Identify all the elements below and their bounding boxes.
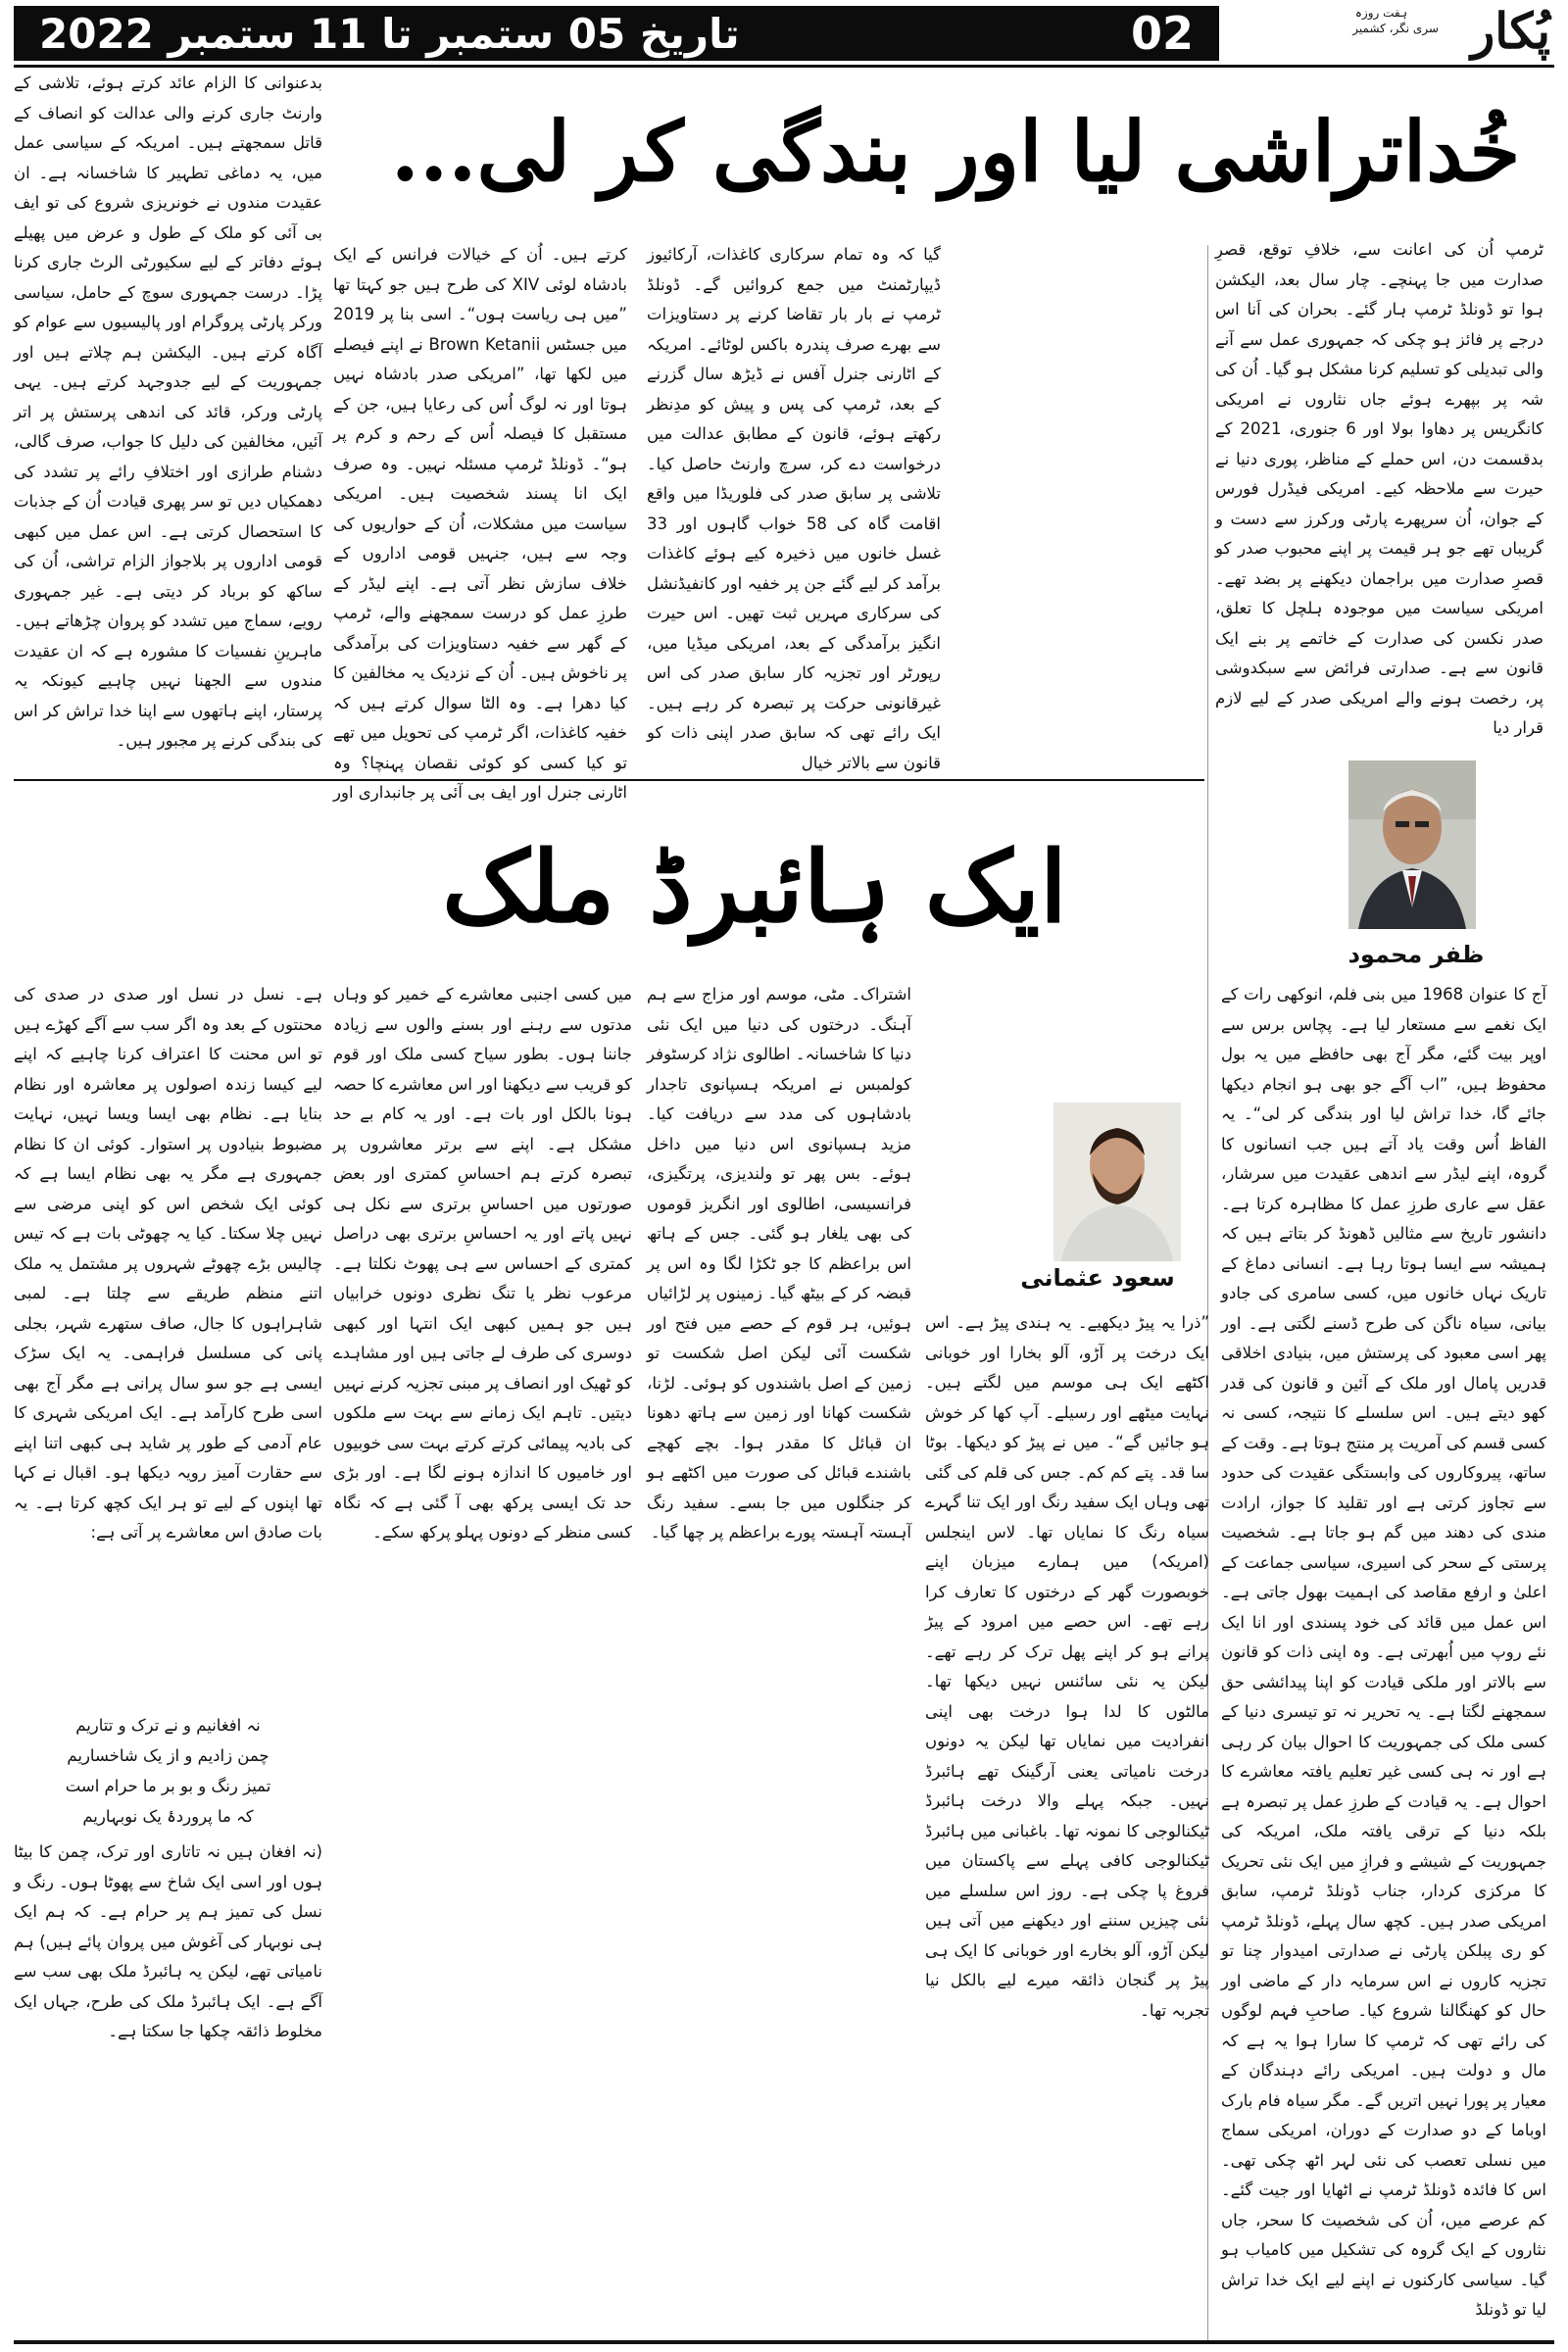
article-2-column-2 — [647, 980, 911, 2337]
article-1-column-1 — [1215, 235, 1544, 769]
newspaper-logo: پُکار — [1471, 2, 1550, 60]
page-number: 02 — [1130, 7, 1194, 60]
article-1-column-3 — [333, 240, 628, 802]
author-photo-zafar-mahmood — [1348, 760, 1476, 929]
article-2-author: سعود عثمانی — [1020, 1264, 1175, 1292]
city-label: سری نگر، کشمیر — [1352, 22, 1439, 35]
section-divider — [14, 779, 1204, 781]
article-2-closing-column — [14, 1838, 322, 2337]
author-photo-saud-usmani — [1054, 1102, 1181, 1261]
poem-line: چمن زادیم و از یک شاخساریم — [67, 1746, 270, 1765]
poem-line: نہ افغانیم و نے ترک و تتاریم — [75, 1716, 261, 1735]
article-2-closing: (نہ افغان ہیں نہ تاتاری اور ترک، چمن کا بیٹا ہوں اور اسی ایک شاخ سے پھوٹا ہوں۔ رنگ و نسل کی تمیز ہم پر حرام ہے۔ کہ ہم ایک ہی نوبہار کی آغوش میں پروان پائے ہیں) ہم نامیاتی تھے، لیکن یہ ہائبرڈ ملک بھی سب سے آگے ہے۔ ایک ہائبرڈ ملک کی طرح، جہاں ایک مخلوط ذائقہ چکھا جا سکتا ہے۔ — [14, 1842, 322, 2040]
article-2-column-1 — [925, 1308, 1209, 2337]
portrait-image — [1054, 1102, 1181, 1261]
article-1-author: ظفر محمود — [1348, 941, 1485, 968]
article-1-paragraph-4: بدعنوانی کا الزام عائد کرتے ہوئے، تلاشی کے وارنٹ جاری کرنے والی عدالت کو انصاف کے قاتل سمجھتے ہیں۔ امریکہ کے سیاسی عمل میں، یہ دماغی تطہیر کا شاخسانہ ہے۔ ان عقیدت مندوں نے خونریزی شروع کی تو ایف بی آئی کو ملک کے طول و عرض میں پھیلے ہوئے دفاتر کے لیے سکیورٹی الرٹ جاری کرنا پڑا۔ درست جمہوری سوچ کے حامل، سیاسی ورکر پارٹی پروگرام اور پالیسیوں سے عوام کو آگاہ کرتے ہیں۔ الیکشن ہم چلاتے ہیں اور جمہوریت کے لیے جدوجہد کرتے ہیں۔ یہی پارٹی ورکر، قائد کی اندھی پرستش پر اتر آئیں، مخالفین کی دلیل کا جواب، صرف گالی، دشنام طرازی اور اختلافِ رائے پر تشدد کی دھمکیاں دیں تو سر پھری قیادت اُن کے جذبات کا استحصال کرتی ہے۔ اس عمل میں کبھی قومی اداروں پر بلاجواز الزام تراشی، اُن کی ساکھ کو برباد کر دیتی ہے۔ غیر جمہوری رویے، سماج میں تشدد کو پروان چڑھاتے ہیں۔ ماہرینِ نفسیات کا مشورہ ہے کہ ان عقیدت مندوں سے الجھنا نہیں چاہیے کیونکہ یہ پرستار، اپنے ہاتھوں سے اپنا خدا تراش کر اس کی بندگی کرنے پر مجبور ہیں۔ — [14, 74, 322, 750]
article-1-headline: خُداتراشی لیا اور بندگی کر لی... — [390, 103, 1521, 200]
poem-line: کہ ما پروردۂ یک نوبہاریم — [82, 1807, 254, 1826]
article-2-paragraph-2: اشتراک۔ مٹی، موسم اور مزاج سے ہم آہنگ۔ درختوں کی دنیا میں ایک نئی دنیا کا شاخسانہ۔ اطالوی نژاد کرسٹوفر کولمبس نے امریکہ ہسپانوی تاجدار بادشاہوں کی مدد سے دریافت کیا۔ مزید ہسپانوی اس دنیا میں داخل ہوئے۔ بس پھر تو ولندیزی، پرتگیزی، فرانسیسی، اطالوی اور انگریز قوموں کی بھی یلغار ہو گئی۔ جس کے ہاتھ اس براعظم کا جو ٹکڑا لگا وہ اس پر قبضہ کر کے بیٹھ گیا۔ زمینوں پر لڑائیاں ہوئیں، ہر قوم کے حصے میں فتح اور شکست آئی لیکن اصل شکست تو زمین کے اصل باشندوں کو ہوئی۔ لڑنا، شکست کھانا اور زمین سے ہاتھ دھونا ان قبائل کا مقدر ہوا۔ بچے کھچے باشندے قبائل کی صورت میں اکٹھے ہو کر جنگلوں میں جا بسے۔ سفید رنگ آہستہ آہستہ پورے براعظم پر چھا گیا۔ — [647, 985, 911, 1542]
persian-poem — [14, 1710, 322, 1832]
weekly-label: ہفت روزہ — [1354, 6, 1407, 20]
date-bar — [14, 6, 1219, 61]
portrait-image — [1348, 760, 1476, 929]
article-1-column-4 — [14, 69, 322, 774]
article-2-column-4 — [14, 980, 322, 1705]
article-1-intro-column — [1221, 980, 1546, 2337]
poem-line: تمیز رنگ و بو بر ما حرام است — [65, 1777, 271, 1795]
article-1-column-2 — [647, 240, 941, 772]
article-2-paragraph-1: ”ذرا یہ پیڑ دیکھیے۔ یہ ہندی پیڑ ہے۔ اس ایک درخت پر آڑو، آلو بخارا اور خوبانی اکٹھے ایک ہی موسم میں لگتے ہیں۔ نہایت میٹھے اور رسیلے۔ آپ کھا کر خوش ہو جائیں گے“۔ میں نے پیڑ کو دیکھا۔ بوٹا سا قد۔ پتے کم کم۔ جس کی قلم کی گئی تھی وہاں ایک سفید رنگ اور ایک تنا گہرے سیاہ رنگ کا نمایاں تھا۔ لاس اینجلس (امریکہ) میں ہمارے میزبان اپنے خوبصورت گھر کے درختوں کا تعارف کرا رہے تھے۔ اس حصے میں امرود کے پیڑ پرانے ہو کر اپنے پھل ترک کر رہے تھے۔ لیکن یہ نئی سائنس نہیں دیکھا تھا۔ مالٹوں کا لدا ہوا درخت بھی اپنی انفرادیت میں نمایاں تھا لیکن یہ دونوں درخت نامیاتی یعنی آرگینک تھے ہائبرڈ نہیں۔ جبکہ پہلے والا درخت ہائبرڈ ٹیکنالوجی کا نمونہ تھا۔ باغبانی میں ہائبرڈ ٹیکنالوجی کافی پہلے سے پاکستان میں فروغ پا چکی ہے۔ روز اس سلسلے میں نئی چیزیں سننے اور دیکھنے میں آتی ہیں لیکن آڑو، آلو بخارے اور خوبانی کا ایک ہی پیڑ پر گنجان ذائقہ میرے لیے بالکل نیا تجربہ تھا۔ — [925, 1313, 1209, 2020]
masthead-rule — [14, 65, 1554, 68]
article-2-column-3 — [333, 980, 632, 2337]
issue-dates: تاریخ 05 ستمبر تا 11 ستمبر 2022 — [39, 9, 740, 58]
article-1-paragraph-3: کرتے ہیں۔ اُن کے خیالات فرانس کے ایک بادشاہ لوئی XIV کی طرح ہیں جو کہتا تھا ”میں ہی ریاست ہوں“۔ اسی بنا پر 2019 میں جسٹس Brown Ketanii نے اپنے فیصلے میں لکھا تھا، ”امریکی صدر بادشاہ نہیں ہوتا اور نہ لوگ اُس کی رعایا ہیں، جن کے مستقبل کا فیصلہ اُس کے رحم و کرم پر ہو“۔ ڈونلڈ ٹرمپ مسئلہ نہیں۔ وہ صرف ایک انا پسند شخصیت ہیں۔ امریکی سیاست میں مشکلات، اُن کے حواریوں کی وجہ سے ہیں، جنہیں قومی اداروں کے خلاف سازش نظر آتی ہے۔ اپنے لیڈر کے طرزِ عمل کو درست سمجھنے والے، ٹرمپ کے گھر سے خفیہ دستاویزات کی برآمدگی پر ناخوش ہیں۔ اُن کے نزدیک یہ مخالفین کا کیا دھرا ہے۔ وہ الٹا سوال کرتے ہیں کہ خفیہ کاغذات، اگر ٹرمپ کی تحویل میں تھے تو کیا کسی کو کوئی نقصان پہنچا؟ وہ اٹارنی جنرل اور ایف بی آئی پر جانبداری اور — [333, 245, 628, 802]
article-1-paragraph-2: گیا کہ وہ تمام سرکاری کاغذات، آرکائیوز ڈیپارٹمنٹ میں جمع کروائیں گے۔ ڈونلڈ ٹرمپ نے بار بار تقاضا کرنے پر دستاویزات سے بھرے صرف پندرہ باکس لوٹائے۔ امریکہ کے اٹارنی جنرل آفس نے ڈیڑھ سال گزرنے کے بعد، ٹرمپ کی پس و پیش کو مدِنظر رکھتے ہوئے، قانون کے مطابق عدالت میں درخواست دے کر، سرچ وارنٹ حاصل کیا۔ تلاشی پر سابق صدر کی فلوریڈا میں واقع اقامت گاہ کی 58 خواب گاہوں اور 33 غسل خانوں میں ذخیرہ کیے ہوئے کاغذات برآمد کر لیے گئے جن پر خفیہ اور کانفیڈنشل کی سرکاری مہریں ثبت تھیں۔ اس حیرت انگیز برآمدگی کے بعد، امریکی میڈیا میں، رپورٹر اور تجزیہ کار سابق صدر کی اس غیرقانونی حرکت پر تبصرہ کر رہے ہیں۔ ایک رائے تھی کہ سابق صدر اپنی ذات کو قانون سے بالاتر خیال — [647, 245, 941, 772]
footer-rule — [14, 2340, 1554, 2344]
newspaper-brand — [1231, 4, 1554, 59]
article-1-intro: آج کا عنوان 1968 میں بنی فلم، انوکھی رات کے ایک نغمے سے مستعار لیا ہے۔ پچاس برس سے اوپر بیت گئے، مگر آج بھی حافظے میں یہ بول محفوظ ہیں، ”اب آگے جو بھی ہو انجام دیکھا جائے گا، خدا تراش لیا اور بندگی کر لی“۔ یہ الفاظ اُس وقت یاد آتے ہیں جب انسانوں کا گروہ، اپنے لیڈر سے اندھی عقیدت میں سرشار، عقل سے عاری طرزِ عمل کا مظاہرہ کرتا ہے۔ دانشور تاریخ سے مثالیں ڈھونڈ کر بتاتے ہیں کہ ہمیشہ سے ایسا ہوتا رہا ہے۔ انسانی دماغ کے تاریک نہاں خانوں میں، کسی سامری کی جادو بیانی، سیاہ ناگن کی طرح ڈسنے لگتی ہے۔ اور پھر اسی معبود کی پرستش میں، بنیادی اخلاقی قدریں پامال اور ملک کے آئین و قانون کی قدر کھو دیتے ہیں۔ اس سلسلے کا نتیجہ، کسی نہ کسی قسم کی آمریت پر منتج ہوتا ہے۔ وقت کے ساتھ، پیروکاروں کی وابستگی عقیدت کی حدود سے تجاوز کرتی ہے اور تقلید کا جواز، ارادت مندی کی دھند میں گم ہو جاتا ہے۔ شخصیت پرستی کے سحر کی اسیری، سیاسی جماعت کے اعلیٰ و ارفع مقاصد کی اہمیت بھول جاتی ہے۔ اس عمل میں قائد کی خود پسندی اور انا ایک نئے روپ میں اُبھرتی ہے۔ وہ اپنی ذات کو قانون سے بالاتر اور ملکی قیادت کو اپنا پیدائشی حق سمجھنے لگتا ہے۔ یہ تحریر نہ تو تیسری دنیا کے کسی ملک کی جمہوریت کا احوال بیان کر رہی ہے اور نہ ہی کسی غیر تعلیم یافتہ معاشرے کا احوال ہے۔ یہ قیادت کے طرزِ عمل پر تبصرہ ہے بلکہ دنیا کے ترقی یافتہ ملک، امریکہ کی جمہوریت کے شیشے و فرازِ میں ایک نئی تحریک کا مرکزی کردار، جناب ڈونلڈ ٹرمپ، سابق امریکی صدر ہیں۔ کچھ سال پہلے، ڈونلڈ ٹرمپ کو ری پبلکن پارٹی نے صدارتی امیدوار چنا تو تجزیہ کاروں نے اس سرمایہ دار کے ماضی اور حال کو کھنگالنا شروع کیا۔ صاحبِ فہم لوگوں کی رائے تھی کہ ٹرمپ کا سارا ہوا یہ ہے کہ مال و دولت ہیں۔ امریکی رائے دہندگان کے معیار پر پورا نہیں اتریں گے۔ مگر سیاہ فام بارک اوباما کے دو صدارت کے دوران، امریکی سماج میں نسلی تعصب کی نئی لہر اٹھ چکی تھی۔ اس کا فائدہ ڈونلڈ ٹرمپ نے اٹھایا اور جیت گئے۔ کم عرصے میں، اُن کی شخصیت کا سحر، جاں نثاروں کے ایک گروہ کی تشکیل میں کامیاب ہو گیا۔ سیاسی کارکنوں نے اپنے لیے ایک خدا تراش لیا تو ڈونلڈ — [1221, 985, 1547, 2319]
article-2-paragraph-3: میں کسی اجنبی معاشرے کے خمیر کو وہاں مدتوں سے رہنے اور بسنے والوں سے زیادہ جاننا ہوں۔ بطور سیاح کسی ملک اور قوم کو قریب سے دیکھنا اور اس معاشرے کا حصہ ہونا بالکل اور بات ہے۔ اور یہ کام بے حد مشکل ہے۔ اپنے سے برتر معاشروں پر تبصرہ کرتے ہم احساسِ کمتری اور بعض صورتوں میں احساسِ برتری سے نکل ہی نہیں پاتے اور یہ احساسِ برتری بھی دراصل کمتری کے احساس سے ہی پھوٹ نکلتا ہے۔ مرعوب نظر یا تنگ نظری دونوں خرابیاں ہیں جو ہمیں کبھی ایک انتہا اور کبھی دوسری کی طرف لے جاتی ہیں اور مشاہدے کو ٹھیک اور انصاف پر مبنی تجزیہ کرنے نہیں دیتیں۔ تاہم ایک زمانے سے بہت سے ملکوں کی بادیہ پیمائی کرتے کرتے بہت سی خوبیوں اور خامیوں کا اندازہ ہونے لگا ہے۔ اور بڑی حد تک ایسی پرکھ بھی آ گئی ہے کہ نگاہ کسی منظر کے دونوں پہلو پرکھ سکے۔ — [332, 985, 632, 1542]
article-2-headline: ایک ہائبرڈ ملک — [442, 829, 1067, 945]
article-1-paragraph-1: ٹرمپ اُن کی اعانت سے، خلافِ توقع، قصرِ صدارت میں جا پہنچے۔ چار سال بعد، الیکشن ہوا تو ڈونلڈ ٹرمپ ہار گئے۔ بحران کی اَنا اس درجے پر فائز ہو چکی کہ جمہوری عمل سے آنے والی تبدیلی کو تسلیم کرنا مشکل ہو گیا۔ اُن کی شہ پر بپھرے ہوئے جاں نثاروں نے امریکی کانگریس پر دھاوا بولا اور 6 جنوری، 2021 کے بدقسمت دن، اس حملے کے مناظر، پوری دنیا نے حیرت سے ملاحظہ کیے۔ امریکی فیڈرل فورس کے جوان، اُن سرپھرے پارٹی ورکرز سے دست و گریباں تھے جو ہر قیمت پر اپنے محبوب صدر کو قصرِ صدارت میں براجمان دیکھنے پر بضد تھے۔ امریکی سیاست میں موجودہ ہلچل کا تعلق، صدر نکسن کی صدارت کے خاتمے پر بنے ایک قانون سے ہے۔ صدارتی فرائض سے سبکدوشی پر، رخصت ہونے والے امریکی صدر کے لیے لازم قرار دیا — [1215, 240, 1544, 737]
article-2-paragraph-4: ہے۔ نسل در نسل اور صدی در صدی کی محنتوں کے بعد وہ اگر سب سے آگے کھڑے ہیں تو اس محنت کا اعتراف کرنا چاہیے کہ اپنے لیے کیسا زندہ اصولوں پر معاشرہ اور نظام بنایا ہے۔ نظام بھی ایسا ویسا نہیں، نہایت مضبوط بنیادوں پر استوار۔ کوئی ان کا نظام جمہوری ہے مگر یہ بھی نظام ایسا ہے کہ کوئی ایک شخص اس کو اپنی مرضی سے نہیں چلا سکتا۔ کیا یہ چھوٹی بات ہے کہ تیس چالیس بڑے چھوٹے شہروں پر مشتمل یہ ملک اتنے منظم طریقے سے چلتا ہے۔ لمبی شاہراہوں کا جال، صاف ستھرے شہر، بجلی پانی کی مسلسل فراہمی۔ یہ ایک سڑک ایسی ہے جو سو سال پرانی ہے مگر آج بھی اسی طرح کارآمد ہے۔ ایک امریکی شہری کا عام آدمی کے طور پر شاید ہی کبھی اتنا اپنے سے حقارت آمیز رویہ دیکھا ہو۔ اقبال نے کہا تھا اپنوں کے لیے تو ہر ایک کچھ کرتا ہے۔ یہ بات صادق اس معاشرے پر آتی ہے: — [14, 985, 322, 1542]
